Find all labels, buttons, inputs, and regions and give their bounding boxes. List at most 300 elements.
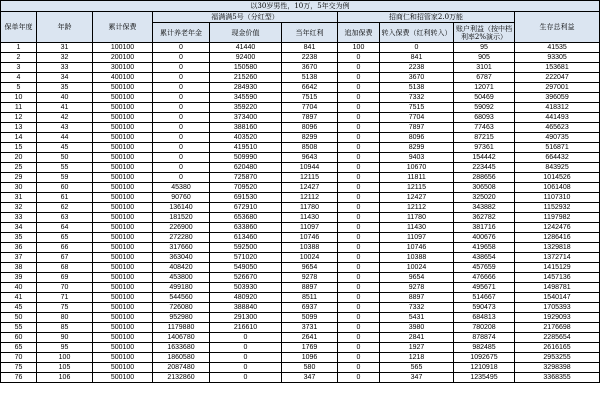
cell-age: 69 bbox=[37, 273, 93, 283]
cell-account-value: 780208 bbox=[454, 323, 515, 333]
table-row bbox=[1, 373, 600, 383]
cell-cash-value: 291300 bbox=[210, 313, 282, 323]
cell-policy-year: 32 bbox=[1, 203, 37, 213]
cell-pension: 1406780 bbox=[153, 333, 210, 343]
cell-account-value: 288656 bbox=[454, 173, 515, 183]
cell-transfer-premium: 5138 bbox=[380, 83, 454, 93]
cell-policy-year: 11 bbox=[1, 103, 37, 113]
cell-annual-dividend: 2238 bbox=[282, 53, 338, 63]
cell-age: 67 bbox=[37, 253, 93, 263]
table-row bbox=[1, 43, 600, 53]
cell-cash-value: 419510 bbox=[210, 143, 282, 153]
cell-transfer-premium: 565 bbox=[380, 363, 454, 373]
cell-age: 64 bbox=[37, 223, 93, 233]
cell-policy-year: 38 bbox=[1, 263, 37, 273]
cell-survival-total: 1152932 bbox=[515, 203, 600, 213]
cell-survival-total: 1197982 bbox=[515, 213, 600, 223]
cell-cash-value: 0 bbox=[210, 373, 282, 383]
cell-age: 100 bbox=[37, 353, 93, 363]
cell-policy-year: 5 bbox=[1, 83, 37, 93]
cell-age: 55 bbox=[37, 163, 93, 173]
cell-policy-year: 4 bbox=[1, 73, 37, 83]
table-row bbox=[1, 133, 600, 143]
cell-transfer-premium: 8096 bbox=[380, 133, 454, 143]
cell-cash-value: 41440 bbox=[210, 43, 282, 53]
cell-age: 106 bbox=[37, 373, 93, 383]
table-body bbox=[1, 43, 600, 383]
header-cumulative-premium: 累计保费 bbox=[93, 12, 153, 43]
cell-survival-total: 843925 bbox=[515, 163, 600, 173]
cell-additional-premium: 0 bbox=[338, 183, 380, 193]
cell-account-value: 495671 bbox=[454, 283, 515, 293]
cell-age: 44 bbox=[37, 133, 93, 143]
cell-cash-value: 388840 bbox=[210, 303, 282, 313]
cell-account-value: 476666 bbox=[454, 273, 515, 283]
cell-policy-year: 45 bbox=[1, 303, 37, 313]
header-account-value: 账户利益（按中档利率2%演示） bbox=[454, 23, 515, 43]
cell-transfer-premium: 11430 bbox=[380, 223, 454, 233]
cell-cumulative-premium: 500100 bbox=[93, 203, 153, 213]
cell-cumulative-premium: 500100 bbox=[93, 133, 153, 143]
cell-age: 32 bbox=[37, 53, 93, 63]
cell-account-value: 12071 bbox=[454, 83, 515, 93]
cell-pension: 952980 bbox=[153, 313, 210, 323]
cell-transfer-premium: 12115 bbox=[380, 183, 454, 193]
cell-cash-value: 373400 bbox=[210, 113, 282, 123]
cell-annual-dividend: 9278 bbox=[282, 273, 338, 283]
cell-pension: 0 bbox=[153, 83, 210, 93]
cell-policy-year: 10 bbox=[1, 93, 37, 103]
cell-additional-premium: 0 bbox=[338, 53, 380, 63]
table-row bbox=[1, 183, 600, 193]
cell-cash-value: 613460 bbox=[210, 233, 282, 243]
cell-transfer-premium: 7897 bbox=[380, 123, 454, 133]
cell-policy-year: 33 bbox=[1, 213, 37, 223]
cell-survival-total: 396059 bbox=[515, 93, 600, 103]
table-row bbox=[1, 273, 600, 283]
cell-transfer-premium: 10746 bbox=[380, 243, 454, 253]
cell-age: 71 bbox=[37, 293, 93, 303]
cell-annual-dividend: 8897 bbox=[282, 283, 338, 293]
cell-policy-year: 35 bbox=[1, 233, 37, 243]
cell-annual-dividend: 8508 bbox=[282, 143, 338, 153]
cell-age: 43 bbox=[37, 123, 93, 133]
cell-survival-total: 93305 bbox=[515, 53, 600, 63]
cell-age: 31 bbox=[37, 43, 93, 53]
cell-cash-value: 503930 bbox=[210, 283, 282, 293]
cell-annual-dividend: 8511 bbox=[282, 293, 338, 303]
cell-account-value: 87215 bbox=[454, 133, 515, 143]
cell-survival-total: 490735 bbox=[515, 133, 600, 143]
table-row bbox=[1, 333, 600, 343]
cell-account-value: 400676 bbox=[454, 233, 515, 243]
cell-transfer-premium: 5431 bbox=[380, 313, 454, 323]
cell-survival-total: 153681 bbox=[515, 63, 600, 73]
table-row bbox=[1, 73, 600, 83]
cell-age: 61 bbox=[37, 193, 93, 203]
cell-annual-dividend: 580 bbox=[282, 363, 338, 373]
cell-account-value: 6787 bbox=[454, 73, 515, 83]
cell-pension: 0 bbox=[153, 63, 210, 73]
cell-cumulative-premium: 500100 bbox=[93, 323, 153, 333]
cell-transfer-premium: 10388 bbox=[380, 253, 454, 263]
cell-age: 45 bbox=[37, 143, 93, 153]
header-additional-premium: 追加保费 bbox=[338, 23, 380, 43]
cell-additional-premium: 0 bbox=[338, 213, 380, 223]
cell-transfer-premium: 8299 bbox=[380, 143, 454, 153]
cell-additional-premium: 0 bbox=[338, 273, 380, 283]
table-row bbox=[1, 83, 600, 93]
table-row bbox=[1, 253, 600, 263]
cell-additional-premium: 0 bbox=[338, 93, 380, 103]
cell-additional-premium: 0 bbox=[338, 243, 380, 253]
cell-annual-dividend: 10944 bbox=[282, 163, 338, 173]
cell-transfer-premium: 10670 bbox=[380, 163, 454, 173]
cell-pension: 1633680 bbox=[153, 343, 210, 353]
cell-annual-dividend: 11780 bbox=[282, 203, 338, 213]
cell-account-value: 381716 bbox=[454, 223, 515, 233]
cell-cash-value: 0 bbox=[210, 363, 282, 373]
cell-age: 60 bbox=[37, 183, 93, 193]
cell-annual-dividend: 7515 bbox=[282, 93, 338, 103]
cell-account-value: 77463 bbox=[454, 123, 515, 133]
cell-survival-total: 441493 bbox=[515, 113, 600, 123]
cell-account-value: 438654 bbox=[454, 253, 515, 263]
header-policy-year: 保单年度 bbox=[1, 12, 37, 43]
cell-pension: 0 bbox=[153, 153, 210, 163]
cell-policy-year: 60 bbox=[1, 333, 37, 343]
cell-age: 105 bbox=[37, 363, 93, 373]
cell-transfer-premium: 9403 bbox=[380, 153, 454, 163]
cell-cumulative-premium: 500100 bbox=[93, 163, 153, 173]
cell-cash-value: 215260 bbox=[210, 73, 282, 83]
cell-cumulative-premium: 100100 bbox=[93, 43, 153, 53]
cell-pension: 136140 bbox=[153, 203, 210, 213]
cell-cash-value: 620480 bbox=[210, 163, 282, 173]
cell-account-value: 1235495 bbox=[454, 373, 515, 383]
cell-transfer-premium: 1927 bbox=[380, 343, 454, 353]
cell-cumulative-premium: 500100 bbox=[93, 213, 153, 223]
cell-annual-dividend: 11097 bbox=[282, 223, 338, 233]
cell-pension: 408420 bbox=[153, 263, 210, 273]
cell-annual-dividend: 841 bbox=[282, 43, 338, 53]
cell-additional-premium: 0 bbox=[338, 373, 380, 383]
cell-policy-year: 41 bbox=[1, 293, 37, 303]
table-row bbox=[1, 263, 600, 273]
cell-policy-year: 36 bbox=[1, 243, 37, 253]
cell-policy-year: 3 bbox=[1, 63, 37, 73]
table-row bbox=[1, 103, 600, 113]
header-cash-value: 现金价值 bbox=[210, 23, 282, 43]
cell-transfer-premium: 12112 bbox=[380, 203, 454, 213]
cell-additional-premium: 0 bbox=[338, 113, 380, 123]
cell-additional-premium: 0 bbox=[338, 283, 380, 293]
cell-account-value: 1092675 bbox=[454, 353, 515, 363]
cell-age: 41 bbox=[37, 103, 93, 113]
cell-policy-year: 1 bbox=[1, 43, 37, 53]
cell-cash-value: 526670 bbox=[210, 273, 282, 283]
cell-additional-premium: 0 bbox=[338, 353, 380, 363]
cell-account-value: 68093 bbox=[454, 113, 515, 123]
cell-policy-year: 50 bbox=[1, 313, 37, 323]
cell-cash-value: 284930 bbox=[210, 83, 282, 93]
cell-account-value: 1210918 bbox=[454, 363, 515, 373]
cell-survival-total: 3298398 bbox=[515, 363, 600, 373]
cell-annual-dividend: 10024 bbox=[282, 253, 338, 263]
cell-pension: 544560 bbox=[153, 293, 210, 303]
table-row bbox=[1, 213, 600, 223]
table-row bbox=[1, 153, 600, 163]
cell-cumulative-premium: 400100 bbox=[93, 73, 153, 83]
cell-account-value: 684813 bbox=[454, 313, 515, 323]
table-title: 以30岁男性，10万，5年交为例 bbox=[1, 1, 600, 12]
cell-pension: 0 bbox=[153, 113, 210, 123]
cell-survival-total: 1498781 bbox=[515, 283, 600, 293]
table-row bbox=[1, 163, 600, 173]
cell-account-value: 325020 bbox=[454, 193, 515, 203]
cell-age: 65 bbox=[37, 233, 93, 243]
cell-additional-premium: 0 bbox=[338, 73, 380, 83]
cell-cumulative-premium: 500100 bbox=[93, 183, 153, 193]
cell-cumulative-premium: 500100 bbox=[93, 223, 153, 233]
cell-annual-dividend: 7897 bbox=[282, 113, 338, 123]
cell-account-value: 514667 bbox=[454, 293, 515, 303]
cell-transfer-premium: 3980 bbox=[380, 323, 454, 333]
cell-transfer-premium: 11780 bbox=[380, 213, 454, 223]
cell-additional-premium: 0 bbox=[338, 333, 380, 343]
cell-cash-value: 359220 bbox=[210, 103, 282, 113]
table-row bbox=[1, 53, 600, 63]
cell-cash-value: 571020 bbox=[210, 253, 282, 263]
cell-transfer-premium: 2238 bbox=[380, 63, 454, 73]
cell-cumulative-premium: 500100 bbox=[93, 173, 153, 183]
cell-annual-dividend: 1769 bbox=[282, 343, 338, 353]
cell-pension: 2132860 bbox=[153, 373, 210, 383]
cell-transfer-premium: 11097 bbox=[380, 233, 454, 243]
cell-annual-dividend: 12112 bbox=[282, 193, 338, 203]
cell-age: 33 bbox=[37, 63, 93, 73]
cell-additional-premium: 0 bbox=[338, 263, 380, 273]
cell-policy-year: 2 bbox=[1, 53, 37, 63]
cell-transfer-premium: 10024 bbox=[380, 263, 454, 273]
cell-additional-premium: 0 bbox=[338, 83, 380, 93]
cell-survival-total: 222047 bbox=[515, 73, 600, 83]
cell-age: 90 bbox=[37, 333, 93, 343]
cell-additional-premium: 0 bbox=[338, 323, 380, 333]
cell-pension: 1860580 bbox=[153, 353, 210, 363]
cell-cash-value: 480920 bbox=[210, 293, 282, 303]
table-row bbox=[1, 313, 600, 323]
cell-policy-year: 70 bbox=[1, 353, 37, 363]
cell-cumulative-premium: 500100 bbox=[93, 313, 153, 323]
cell-pension: 0 bbox=[153, 133, 210, 143]
cell-cumulative-premium: 500100 bbox=[93, 153, 153, 163]
cell-account-value: 50469 bbox=[454, 93, 515, 103]
cell-policy-year: 20 bbox=[1, 153, 37, 163]
cell-policy-year: 76 bbox=[1, 373, 37, 383]
cell-policy-year: 13 bbox=[1, 123, 37, 133]
cell-additional-premium: 0 bbox=[338, 313, 380, 323]
cell-cash-value: 672910 bbox=[210, 203, 282, 213]
cell-additional-premium: 0 bbox=[338, 63, 380, 73]
cell-account-value: 362782 bbox=[454, 213, 515, 223]
cell-cumulative-premium: 200100 bbox=[93, 53, 153, 63]
table-row bbox=[1, 233, 600, 243]
cell-account-value: 419658 bbox=[454, 243, 515, 253]
header-transfer-premium: 转入保费（红利转入） bbox=[380, 23, 454, 43]
cell-survival-total: 2285654 bbox=[515, 333, 600, 343]
cell-transfer-premium: 7515 bbox=[380, 103, 454, 113]
header-group-dividend-product: 福满满5号（分红型） bbox=[153, 12, 338, 23]
cell-pension: 363040 bbox=[153, 253, 210, 263]
cell-account-value: 343882 bbox=[454, 203, 515, 213]
table-row bbox=[1, 353, 600, 363]
cell-transfer-premium: 3670 bbox=[380, 73, 454, 83]
cell-additional-premium: 100 bbox=[338, 43, 380, 53]
cell-additional-premium: 0 bbox=[338, 203, 380, 213]
cell-survival-total: 2176698 bbox=[515, 323, 600, 333]
cell-additional-premium: 0 bbox=[338, 343, 380, 353]
cell-cash-value: 150580 bbox=[210, 63, 282, 73]
cell-age: 59 bbox=[37, 173, 93, 183]
cell-cumulative-premium: 500100 bbox=[93, 143, 153, 153]
cell-survival-total: 1540147 bbox=[515, 293, 600, 303]
cell-additional-premium: 0 bbox=[338, 303, 380, 313]
cell-survival-total: 2616165 bbox=[515, 343, 600, 353]
table-row bbox=[1, 63, 600, 73]
cell-annual-dividend: 5099 bbox=[282, 313, 338, 323]
cell-account-value: 457659 bbox=[454, 263, 515, 273]
cell-cumulative-premium: 500100 bbox=[93, 103, 153, 113]
cell-annual-dividend: 8096 bbox=[282, 123, 338, 133]
cell-annual-dividend: 5138 bbox=[282, 73, 338, 83]
table-row bbox=[1, 113, 600, 123]
cell-pension: 0 bbox=[153, 73, 210, 83]
cell-cumulative-premium: 300100 bbox=[93, 63, 153, 73]
cell-pension: 181520 bbox=[153, 213, 210, 223]
cell-annual-dividend: 11430 bbox=[282, 213, 338, 223]
cell-additional-premium: 0 bbox=[338, 253, 380, 263]
cell-transfer-premium: 7332 bbox=[380, 303, 454, 313]
cell-cumulative-premium: 500100 bbox=[93, 263, 153, 273]
cell-survival-total: 1329818 bbox=[515, 243, 600, 253]
cell-pension: 0 bbox=[153, 43, 210, 53]
cell-survival-total: 1705393 bbox=[515, 303, 600, 313]
cell-pension: 0 bbox=[153, 163, 210, 173]
cell-policy-year: 55 bbox=[1, 323, 37, 333]
cell-survival-total: 1014526 bbox=[515, 173, 600, 183]
cell-policy-year: 14 bbox=[1, 133, 37, 143]
cell-age: 85 bbox=[37, 323, 93, 333]
cell-policy-year: 29 bbox=[1, 173, 37, 183]
cell-cumulative-premium: 500100 bbox=[93, 353, 153, 363]
cell-transfer-premium: 8897 bbox=[380, 293, 454, 303]
cell-annual-dividend: 347 bbox=[282, 373, 338, 383]
cell-policy-year: 40 bbox=[1, 283, 37, 293]
cell-pension: 0 bbox=[153, 93, 210, 103]
table-row bbox=[1, 203, 600, 213]
cell-cumulative-premium: 500100 bbox=[93, 333, 153, 343]
cell-additional-premium: 0 bbox=[338, 363, 380, 373]
cell-age: 50 bbox=[37, 153, 93, 163]
cell-survival-total: 1242476 bbox=[515, 223, 600, 233]
table-row bbox=[1, 93, 600, 103]
cell-account-value: 95 bbox=[454, 43, 515, 53]
table-row bbox=[1, 223, 600, 233]
cell-annual-dividend: 6937 bbox=[282, 303, 338, 313]
cell-cumulative-premium: 500100 bbox=[93, 303, 153, 313]
table-row bbox=[1, 343, 600, 353]
cell-age: 68 bbox=[37, 263, 93, 273]
cell-policy-year: 25 bbox=[1, 163, 37, 173]
header-group-universal-account: 招商仁和招管家2.0万能 bbox=[338, 12, 515, 23]
header-annual-dividend: 当年红利 bbox=[282, 23, 338, 43]
cell-age: 80 bbox=[37, 313, 93, 323]
cell-cash-value: 345590 bbox=[210, 93, 282, 103]
cell-policy-year: 12 bbox=[1, 113, 37, 123]
table-row bbox=[1, 123, 600, 133]
cell-cumulative-premium: 500100 bbox=[93, 283, 153, 293]
cell-age: 34 bbox=[37, 73, 93, 83]
cell-cash-value: 592500 bbox=[210, 243, 282, 253]
header-survival-total: 生存总利益 bbox=[515, 12, 600, 43]
cell-additional-premium: 0 bbox=[338, 223, 380, 233]
cell-cash-value: 691530 bbox=[210, 193, 282, 203]
cell-additional-premium: 0 bbox=[338, 193, 380, 203]
cell-annual-dividend: 6642 bbox=[282, 83, 338, 93]
cell-additional-premium: 0 bbox=[338, 123, 380, 133]
cell-pension: 0 bbox=[153, 103, 210, 113]
table-row bbox=[1, 293, 600, 303]
table-row bbox=[1, 243, 600, 253]
cell-age: 70 bbox=[37, 283, 93, 293]
cell-pension: 0 bbox=[153, 53, 210, 63]
cell-transfer-premium: 7332 bbox=[380, 93, 454, 103]
cell-account-value: 59092 bbox=[454, 103, 515, 113]
cell-annual-dividend: 9643 bbox=[282, 153, 338, 163]
cell-age: 75 bbox=[37, 303, 93, 313]
cell-annual-dividend: 2641 bbox=[282, 333, 338, 343]
cell-survival-total: 2953255 bbox=[515, 353, 600, 363]
cell-account-value: 306508 bbox=[454, 183, 515, 193]
cell-survival-total: 3368355 bbox=[515, 373, 600, 383]
cell-annual-dividend: 10388 bbox=[282, 243, 338, 253]
cell-cumulative-premium: 500100 bbox=[93, 343, 153, 353]
cell-cumulative-premium: 500100 bbox=[93, 83, 153, 93]
cell-survival-total: 1415129 bbox=[515, 263, 600, 273]
cell-account-value: 97361 bbox=[454, 143, 515, 153]
cell-pension: 2087480 bbox=[153, 363, 210, 373]
cell-cumulative-premium: 500100 bbox=[93, 193, 153, 203]
cell-age: 62 bbox=[37, 203, 93, 213]
cell-policy-year: 30 bbox=[1, 183, 37, 193]
cell-account-value: 590473 bbox=[454, 303, 515, 313]
cell-account-value: 223445 bbox=[454, 163, 515, 173]
cell-cumulative-premium: 500100 bbox=[93, 363, 153, 373]
cell-age: 63 bbox=[37, 213, 93, 223]
cell-age: 66 bbox=[37, 243, 93, 253]
cell-annual-dividend: 1096 bbox=[282, 353, 338, 363]
table-row bbox=[1, 363, 600, 373]
cell-additional-premium: 0 bbox=[338, 143, 380, 153]
cell-additional-premium: 0 bbox=[338, 233, 380, 243]
cell-policy-year: 37 bbox=[1, 253, 37, 263]
cell-pension: 0 bbox=[153, 123, 210, 133]
cell-cash-value: 509990 bbox=[210, 153, 282, 163]
cell-survival-total: 418312 bbox=[515, 103, 600, 113]
cell-survival-total: 1107310 bbox=[515, 193, 600, 203]
cell-annual-dividend: 7704 bbox=[282, 103, 338, 113]
